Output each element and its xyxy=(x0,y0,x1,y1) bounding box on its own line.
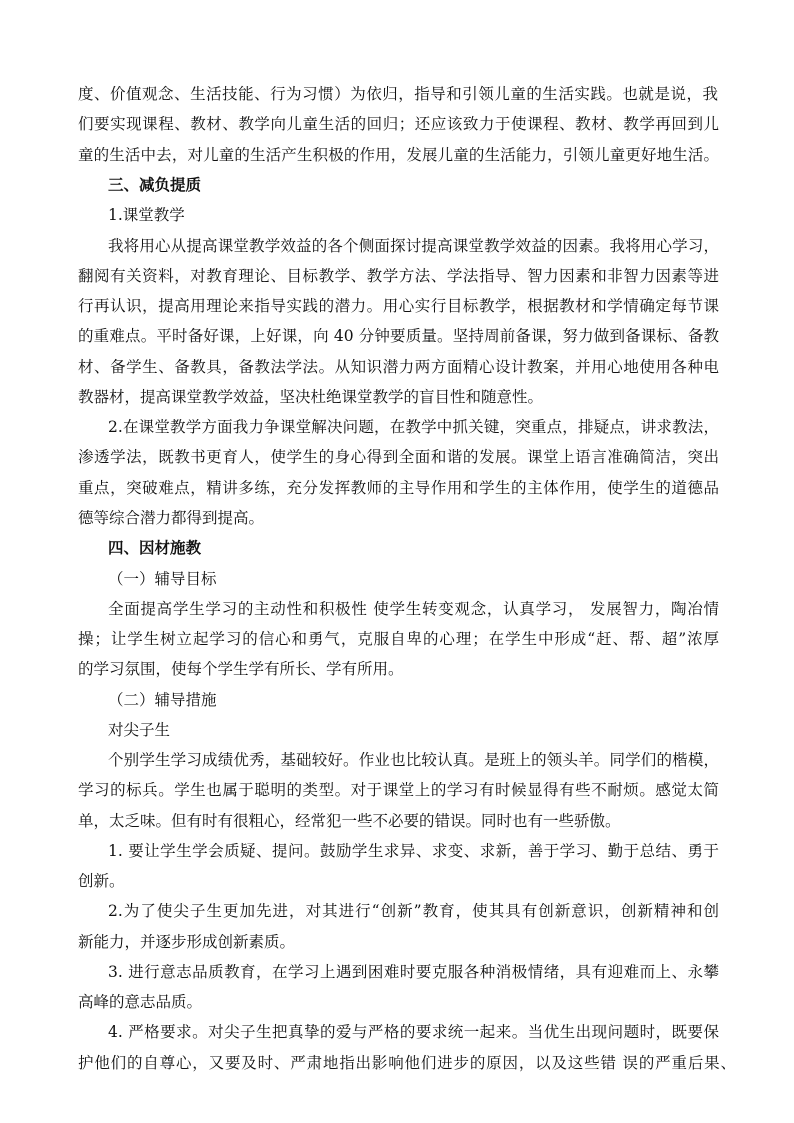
list-item-line: 新能力，并逐步形成创新素质。 xyxy=(78,933,296,951)
text-line: 童的生活中去，对儿童的生活产生积极的作用，发展儿童的生活能力，引领儿童更好地生活。 xyxy=(78,146,719,164)
text-line: 全面提高学生学习的主动性和积极性 使学生转变观念，认真学习， 发展智力，陶冶情 xyxy=(108,600,719,618)
text-line: 单，太乏味。但有时有很粗心，经常犯一些不必要的错误。同时也有一些骄傲。 xyxy=(78,812,621,830)
list-item-line: 1. 要让学生学会质疑、提问。鼓励学生求异、求变、求新，善于学习、勤于总结、勇于 xyxy=(108,842,719,860)
text-line: 重点，突破难点，精讲多练，充分发挥教师的主导作用和学生的主体作用，使学生的道德品 xyxy=(78,479,719,497)
text-line: 们要实现课程、教材、教学向儿童生活的回归；还应该致力于使课程、教材、教学再回到儿 xyxy=(78,115,719,133)
text-line: 材、备学生、备教具，备教法学法。从知识潜力两方面精心设计教案，并用心地使用各种电 xyxy=(78,358,719,376)
subsection-title: 1.课堂教学 xyxy=(108,206,185,224)
text-line: 的学习氛围，使每个学生学有所长、学有所用。 xyxy=(78,660,404,678)
list-item-line: 3. 进行意志品质教育，在学习上遇到困难时要克服各种消极情绪，具有迎难而上、永攀 xyxy=(108,963,719,981)
section-heading: 三、减负提质 xyxy=(108,175,202,194)
list-item-line: 高峰的意志品质。 xyxy=(78,993,203,1011)
section-heading: 四、因材施教 xyxy=(108,538,202,557)
list-item-line: 4. 严格要求。对尖子生把真挚的爱与严格的要求统一起来。当优生出现问题时，既要保 xyxy=(108,1023,719,1041)
text-line: 2.在课堂教学方面我力争课堂解决问题，在教学中抓关键，突重点，排疑点，讲求教法， xyxy=(108,418,719,436)
text-line: 个别学生学习成绩优秀，基础较好。作业也比较认真。是班上的领头羊。同学们的楷模， xyxy=(108,751,719,769)
text-line: 度、价值观念、生活技能、行为习惯）为依归，指导和引领儿童的生活实践。也就是说，我 xyxy=(78,85,718,103)
text-line: 操；让学生树立起学习的信心和勇气，克服自卑的心理；在学生中形成“赶、帮、超”浓厚 xyxy=(78,630,719,648)
text-line: 学习的标兵。学生也属于聪明的类型。对于课堂上的学习有时候显得有些不耐烦。感觉太简 xyxy=(78,781,719,799)
text-line: 翻阅有关资料，对教育理论、目标教学、教学方法、学法指导、智力因素和非智力因素等进 xyxy=(78,267,719,285)
text-line: 的重难点。平时备好课，上好课，向 40 分钟要质量。坚持周前备课，努力做到备课标、备教 xyxy=(78,327,719,345)
list-item-line: 2.为了使尖子生更加先进，对其进行“创新”教育，使其具有创新意识，创新精神和创 xyxy=(108,902,719,920)
text-line: 行再认识，提高用理论来指导实践的潜力。用心实行目标教学，根据教材和学情确定每节课 xyxy=(78,297,719,315)
subsection-title: （二）辅导措施 xyxy=(108,691,217,709)
list-item-line: 创新。 xyxy=(78,872,125,890)
list-item-line: 护他们的自尊心，又要及时、严肃地指出影响他们进步的原因，以及这些错 误的严重后果、 xyxy=(78,1054,736,1072)
text-line: 教器材，提高课堂教学效益，坚决杜绝课堂教学的盲目性和随意性。 xyxy=(78,388,544,406)
text-line: 德等综合潜力都得到提高。 xyxy=(78,509,265,527)
subsection-label: 对尖子生 xyxy=(108,721,171,739)
text-line: 我将用心从提高课堂教学效益的各个侧面探讨提高课堂教学效益的因素。我将用心学习， xyxy=(108,237,719,255)
subsection-title: （一）辅导目标 xyxy=(108,570,217,588)
text-line: 渗透学法，既教书更育人，使学生的身心得到全面和谐的发展。课堂上语言准确简洁，突出 xyxy=(78,448,719,466)
